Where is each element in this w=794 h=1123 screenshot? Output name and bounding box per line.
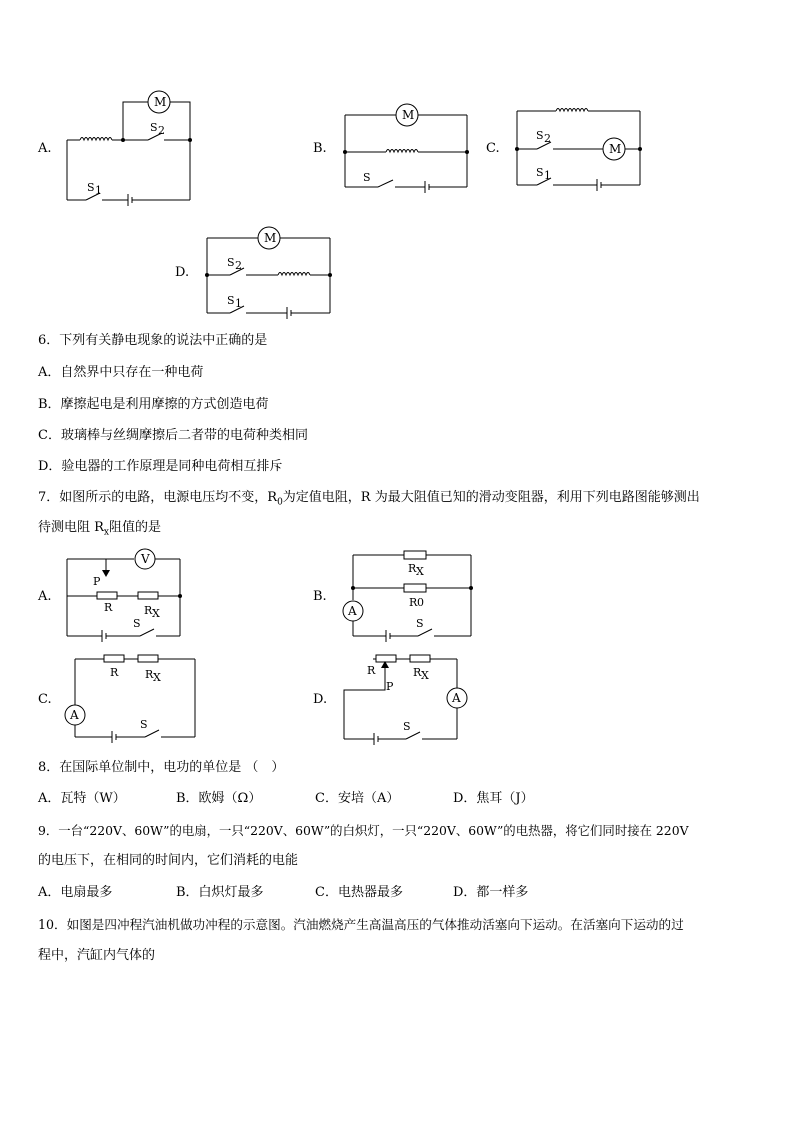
q8-option-c: C．安培（A） [315,791,400,806]
svg-text:S: S [363,171,371,184]
svg-text:0: 0 [417,596,424,609]
svg-text:2: 2 [235,259,242,272]
q7-option-c-label: C. [38,692,52,707]
q8-option-d: D．焦耳（J） [453,791,534,806]
svg-text:M: M [264,231,277,245]
q6-option-d: D．验电器的工作原理是同种电荷相互排斥 [38,459,283,474]
q9-option-b: B．白炽灯最多 [176,885,264,900]
q10-stem-line2: 程中，汽缸内气体的 [38,948,156,963]
q5-circuit-a [67,91,192,206]
svg-text:A: A [348,604,357,618]
svg-text:R: R [409,596,418,609]
resistor-r0 [404,584,426,592]
q7-stem-line1: 7．如图所示的电路，电源电压均不变，$R_0$为定值电阻，R 为最大阻值已知的滑动变阻器，利用下列电路图能够测出 [38,490,700,508]
svg-text:2: 2 [158,124,165,137]
q9-stem-line1: 9．一台“220V、60W”的电扇，一只“220V、60W”的白炽灯，一只“220V、60W”的电热器，将它们同时接在 220V [38,823,689,838]
q8-option-a: A．瓦特（W） [38,791,126,806]
svg-text:S: S [536,166,544,179]
q6-option-c: C．玻璃棒与丝绸摩擦后二者带的电荷种类相同 [38,428,308,443]
svg-text:S: S [87,181,95,194]
q7-circuit-c [65,655,195,743]
svg-text:P: P [93,575,101,588]
q7-circuit-b [343,551,473,642]
q6-option-b: B．摩擦起电是利用摩擦的方式创造电荷 [38,397,269,412]
svg-text:S: S [227,256,235,269]
svg-text:R: R [145,668,154,681]
heater-coil [80,138,112,141]
q7-option-b-label: B. [313,589,327,604]
svg-text:R: R [367,664,376,677]
q5-circuit-d [205,227,332,319]
q7-circuit-d [344,655,467,745]
svg-text:1: 1 [95,184,102,197]
svg-text:X: X [153,671,161,684]
svg-text:1: 1 [235,297,242,310]
svg-text:S: S [227,294,235,307]
svg-text:X: X [152,607,160,620]
q5-option-a-label: A. [38,141,52,156]
svg-text:P: P [386,680,394,693]
q9-option-a: A．电扇最多 [38,885,113,900]
q5-circuit-b [343,104,469,193]
svg-text:M: M [402,108,415,122]
svg-text:X: X [416,565,424,578]
q10-stem-line1: 10．如图是四冲程汽油机做功冲程的示意图。汽油燃烧产生高温高压的气体推动活塞向下运动。在活塞向下运动的过 [38,917,684,932]
svg-text:S: S [403,720,411,733]
svg-text:V: V [141,552,150,566]
q5-option-b-label: B. [313,141,327,156]
q8-option-b: B．欧姆（Ω） [176,791,262,806]
q7-option-d-label: D. [313,692,328,707]
svg-text:X: X [421,669,429,682]
svg-text:S: S [140,718,148,731]
svg-text:2: 2 [544,132,551,145]
svg-text:R: R [110,666,119,679]
svg-text:R: R [144,604,153,617]
svg-text:S: S [416,617,424,630]
q5-circuit-c [515,109,642,192]
svg-text:R: R [104,601,113,614]
svg-text:R: R [413,666,422,679]
q7-stem-line2: 待测电阻 $R_x$阻值的是 [38,520,162,538]
slider-arrow [102,570,110,577]
svg-text:S: S [150,121,158,134]
svg-text:R: R [408,562,417,575]
q7-option-a-label: A. [38,589,52,604]
q9-option-d: D．都一样多 [453,885,529,900]
q5-option-d-label: D. [175,265,190,280]
svg-text:M: M [154,95,167,109]
svg-text:M: M [609,142,622,156]
q9-option-c: C．电热器最多 [315,885,403,900]
q6-option-a: A．自然界中只存在一种电荷 [38,365,204,380]
resistor-rx [138,592,158,599]
q9-stem-line2: 的电压下，在相同的时间内，它们消耗的电能 [38,853,299,868]
q5-circuit-diagrams [0,0,794,330]
svg-text:1: 1 [544,169,551,182]
svg-text:S: S [536,129,544,142]
resistor-r [97,592,117,599]
q7-circuit-a [67,549,182,642]
svg-text:S: S [133,617,141,630]
q7-circuit-diagrams [0,540,794,760]
q8-stem: 8．在国际单位制中，电功的单位是 （ ） [38,760,285,775]
svg-text:A: A [70,708,79,722]
q6-stem: 6．下列有关静电现象的说法中正确的是 [38,333,268,348]
svg-text:A: A [452,691,461,705]
q5-option-c-label: C. [486,141,500,156]
